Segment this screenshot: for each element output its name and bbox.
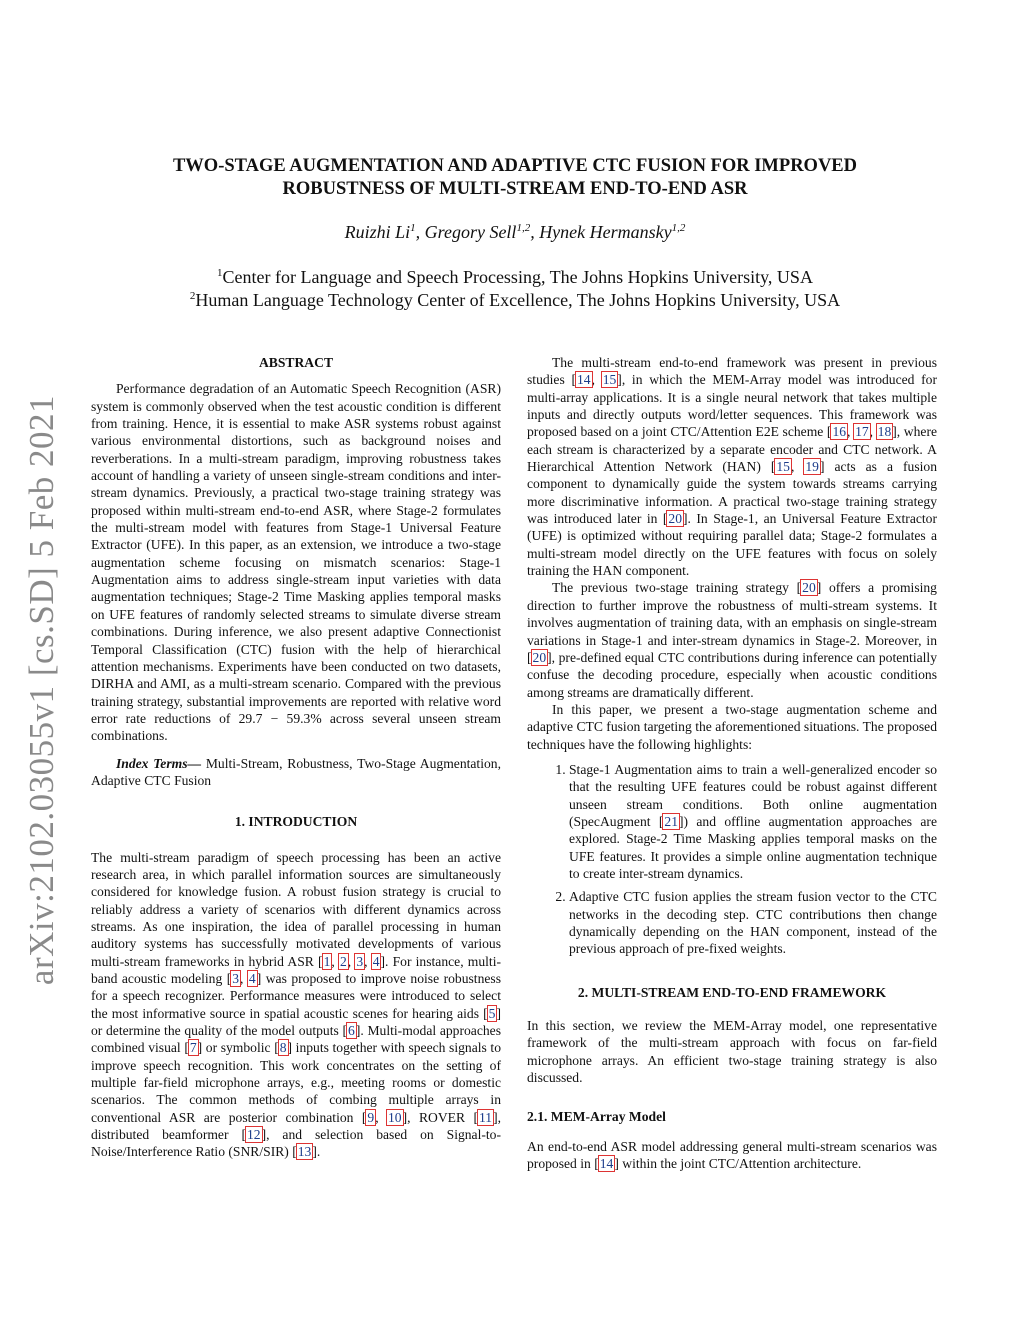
citation-link[interactable]: 7	[189, 1040, 197, 1056]
list-item: 1. Stage-1 Augmentation aims to train a well-generalized encoder so that the resulting UFE features could be robust against different unseen stream conditions. Both online augmentation (SpecAugment [21]) and offline augmentation approaches are explored. Stage-2 Time Masking applies temporal masks on the UFE features. It provides a simple online augmentation technique to create inter-stream dynamics.	[569, 761, 937, 882]
citation-link[interactable]: 19	[805, 459, 819, 475]
citation-link[interactable]: 6	[348, 1023, 355, 1039]
citation-link[interactable]: 12	[246, 1127, 261, 1143]
citation-link[interactable]: 21	[664, 813, 678, 829]
citation-link[interactable]: 3	[232, 971, 240, 986]
citation-link[interactable]: 4	[372, 953, 380, 969]
list-item: 2. Adaptive CTC fusion applies the stream fusion vector to the CTC networks in the decoding step. CTC contributions then change dynamically depending on the HAN component, instead of the previous approach of pre-fixed weights.	[569, 888, 937, 957]
affiliation-1: $^1$Center for Language and Speech Processing, The Johns Hopkins University, USA	[217, 267, 813, 287]
citation-link[interactable]: 1	[323, 953, 331, 969]
author-1-sup: 1	[410, 222, 416, 234]
abstract-text: Performance degradation of an Automatic Speech Recognition (ASR) system is commonly observed when the test acoustic condition is different from training. Hence, it is essential to make ASR systems robust against various environmental distortions, such as background noises and reverberations. In a multi-stream paradigm, improving robustness takes account of handling a variety of unseen single-stream conditions and inter-stream dynamics. Previously, a practical two-stage training strategy was proposed within multi-stream end-to-end ASR, where Stage-2 formulates the multi-stream model with features from Stage-1 Universal Feature Extractor (UFE). In this paper, as an extension, we introduce a two-stage augmentation scheme focusing on mismatch scenarios: Stage-1 Augmentation aims to address single-stream input varieties with data augmentation techniques; Stage-2 Time Masking applies temporal masks on UFE features of randomly selected streams to simulate diverse stream combinations. During inference, we also present adaptive Connectionist Temporal Classification (CTC) fusion with the help of hierarchical attention mechanisms. Experiments have been conducted on two datasets, DIRHA and AMI, as a multi-stream scenario. Compared with the previous training strategy, substantial improvements are reported with relative word error rate reductions of 29.7 − 59.3% across several unseen stream combinations.	[91, 381, 501, 744]
citation-link[interactable]: 20	[532, 649, 547, 665]
title-line-2: ROBUSTNESS OF MULTI-STREAM END-TO-END ASR	[282, 179, 748, 199]
paper-title	[90, 155, 940, 201]
right-column	[527, 354, 937, 1172]
section-2-text: In this section, we review the MEM-Array model, one representative framework of the multi-stream approach with focus on far-field microphone arrays. An efficient two-stage training strategy is also discussed.	[527, 1018, 937, 1086]
section-2-heading: 2. MULTI-STREAM END-TO-END FRAMEWORK	[577, 984, 887, 1000]
citation-link[interactable]: 14	[599, 1156, 614, 1172]
citation-link[interactable]: 13	[297, 1144, 312, 1160]
author-2-sup: 1,2	[516, 222, 531, 234]
intro-paragraph: The multi-stream paradigm of speech processing has been an active research area, in which parallel information sources are simultaneously considered for knowledge fusion. A robust fusion strategy is crucial to reliably address a variety of scenarios with different dynamics across streams. As one inspiration, the idea of parallel processing in human auditory systems has successfully motivated developments of various multi-stream frameworks in hybrid ASR [1, 2, 3, 4]. For instance, multi-band acoustic modeling [3, 4] was proposed to improve noise robustness for a speech recognizer. Performance measures were introduced to select the most informative source in spatial acoustic scenes for hearing aids [5] or determine the quality of the model outputs [6]. Multi-modal approaches combined visual [7] or symbolic [8] inputs together with speech signals to improve speech recognition. This work concentrates on the setting of multiple far-field microphone arrays, e.g., meeting rooms or domestic scenarios. The common methods of combing multiple arrays in conventional ASR are posterior combination [9, 10], ROVER [11], distributed beamformer [12], and selection based on Signal-to-Noise/Interference Ratio (SNR/SIR) [13].	[91, 849, 501, 1160]
citation-link[interactable]: 16	[832, 424, 847, 440]
citation-link[interactable]: 15	[776, 459, 790, 475]
intro-paragraph-3: The previous two-stage training strategy [20] offers a promising direction to further improve the robustness of multi-stream systems. It involves augmentation of training data, with an emphasis on single-stream variations in Stage-1 and inter-stream dynamics in Stage-2. Moreover, in [20], pre-defined equal CTC contributions during inference can potentially confuse the decoding procedure, especially when acoustic conditions among streams are dramatically different.	[527, 580, 937, 700]
citation-link[interactable]: 18	[877, 424, 892, 440]
citation-link[interactable]: 8	[279, 1040, 287, 1056]
citation-link[interactable]: 4	[248, 971, 256, 986]
affiliations	[90, 266, 940, 312]
intro-paragraph-2: The multi-stream end-to-end framework was present in previous studies [14, 15], in which the MEM-Array model was introduced for multi-array applications. It is a single neural network that takes multiple inputs and directly outputs word/letter sequences. This framework was proposed based on a joint CTC/Attention E2E scheme [16, 17, 18], where each stream is characterized by a separate encoder and CTC network. A Hierarchical Attention Network (HAN) [15, 19] acts as a fusion component to dynamically guide the system towards streams carrying more discriminative information. A practical two-stage training strategy was introduced later in [20]. In Stage-1, an Universal Feature Extractor (UFE) is optimized without requiring parallel data; Stage-2 formulates a multi-stream model directly on the UFE features with focus on solely training the HAN component.	[527, 355, 938, 579]
intro-heading: 1. INTRODUCTION	[234, 814, 358, 830]
citation-link[interactable]: 10	[388, 1109, 402, 1125]
citation-link[interactable]: 5	[488, 1005, 496, 1021]
citation-link[interactable]: 2	[339, 953, 347, 969]
affiliation-2: $^2$Human Language Technology Center of Excellence, The Johns Hopkins University, USA	[189, 290, 841, 310]
author-2: Gregory Sell	[424, 222, 517, 242]
author-3-sup: 1,2	[671, 222, 686, 234]
highlights-list	[527, 761, 937, 958]
arxiv-watermark: arXiv:2102.03055v1 [cs.SD] 5 Feb 2021	[22, 394, 61, 986]
citation-link[interactable]: 11	[478, 1109, 493, 1125]
author-list: Ruizhi Li$^1$, Gregory Sell$^{1,2}$, Hynek Hermansky$^{1,2}$	[344, 222, 686, 242]
author-3: Hynek Hermansky	[539, 222, 672, 242]
title-line-1: TWO-STAGE AUGMENTATION AND ADAPTIVE CTC FUSION FOR IMPROVED	[172, 156, 858, 176]
citation-link[interactable]: 14	[577, 372, 591, 388]
citation-link[interactable]: 17	[855, 424, 869, 440]
left-column	[91, 354, 501, 1161]
citation-link[interactable]: 20	[668, 511, 682, 527]
intro-paragraph-4: In this paper, we present a two-stage augmentation scheme and adaptive CTC fusion targeting the aforementioned situations. The proposed techniques have the following highlights:	[527, 701, 937, 752]
citation-link[interactable]: 9	[367, 1109, 375, 1125]
author-1: Ruizhi Li	[344, 222, 411, 242]
abstract-heading: ABSTRACT	[258, 355, 334, 370]
citation-link[interactable]: 3	[356, 953, 364, 969]
citation-link[interactable]: 15	[602, 372, 617, 388]
subsection-2-1-text: An end-to-end ASR model addressing general multi-stream scenarios was proposed in [14] within the joint CTC/Attention architecture.	[527, 1138, 937, 1172]
index-terms: Index Terms— Multi-Stream, Robustness, Two-Stage Augmentation, Adaptive CTC Fusion	[91, 755, 501, 788]
citation-link[interactable]: 20	[802, 580, 816, 596]
subsection-2-1-heading: 2.1. MEM-Array Model	[527, 1109, 666, 1125]
